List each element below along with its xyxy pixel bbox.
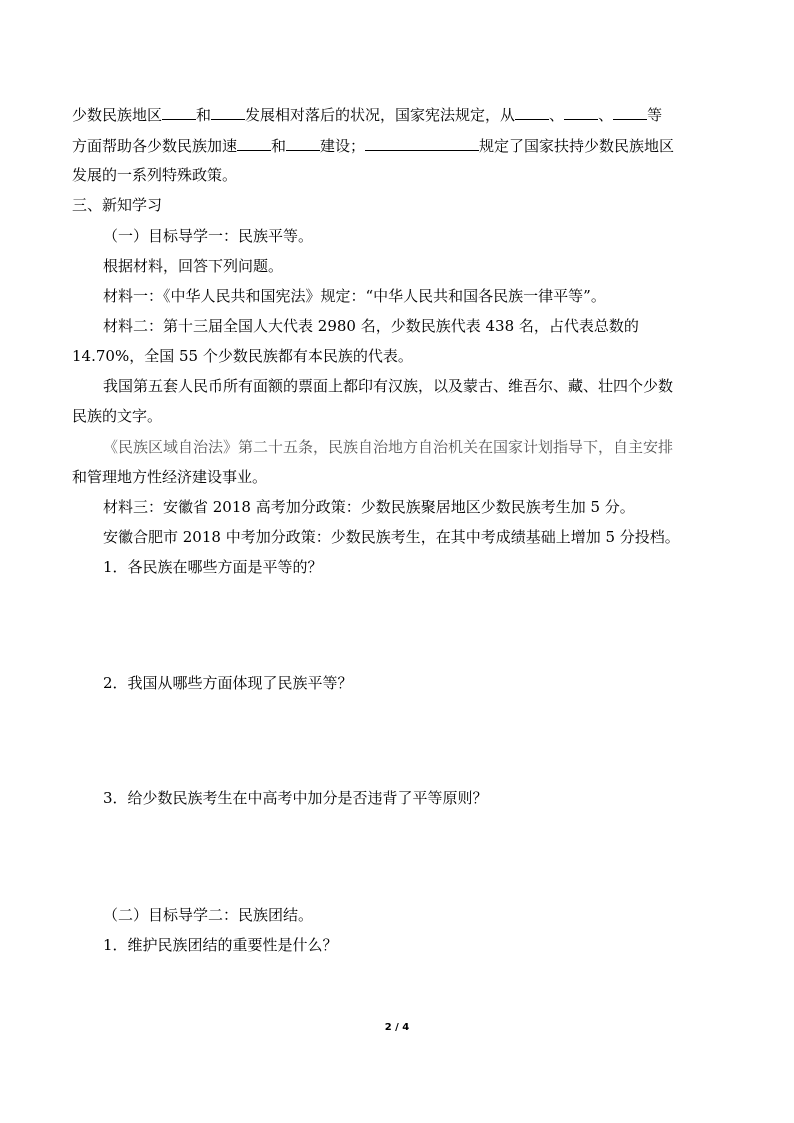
intro-text: 方面帮助各少数民族加速 xyxy=(72,137,238,155)
subsection-heading-1: （一）目标导学一：民族平等。 xyxy=(103,227,314,245)
material-2b-line-2: 民族的文字。 xyxy=(72,407,163,425)
intro-line-3: 发展的一系列特殊政策。 xyxy=(72,166,238,184)
material-1: 材料一：《中华人民共和国宪法》规定：“中华人民共和国各民族一律平等”。 xyxy=(103,287,606,305)
fill-blank xyxy=(365,135,479,151)
material-2c-line-1: 《民族区域自治法》第二十五条，民族自治地方自治机关在国家计划指导下，自主安排 xyxy=(103,438,674,456)
page-number: 2 / 4 xyxy=(384,1022,410,1033)
intro-line-2 xyxy=(72,135,674,156)
fill-blank xyxy=(613,104,647,120)
section-heading: 三、新知学习 xyxy=(72,196,163,214)
intro-text: 、 xyxy=(598,106,614,124)
intro-text: 建设； xyxy=(320,137,366,155)
fill-blank xyxy=(162,104,196,120)
intro-text: 、 xyxy=(549,106,565,124)
intro-text: 规定了国家扶持少数民族地区 xyxy=(479,137,675,155)
material-2b-line-1: 我国第五套人民币所有面额的票面上都印有汉族，以及蒙古、维吾尔、藏、壮四个少数 xyxy=(103,377,674,395)
question-4: 1．维护民族团结的重要性是什么？ xyxy=(103,936,338,954)
intro-text: 少数民族地区 xyxy=(72,106,163,124)
fill-blank xyxy=(564,104,598,120)
question-1: 1．各民族在哪些方面是平等的？ xyxy=(103,558,323,576)
intro-text: 等 xyxy=(647,106,663,124)
instruction-text: 根据材料，回答下列问题。 xyxy=(103,257,284,275)
material-3-line-2: 安徽合肥市 2018 中考加分政策：少数民族考生，在其中考成绩基础上增加 5 分投档。 xyxy=(103,528,680,546)
material-3-line-1: 材料三：安徽省 2018 高考加分政策：少数民族聚居地区少数民族考生加 5 分。 xyxy=(103,498,635,516)
fill-blank xyxy=(286,135,320,151)
intro-text: 和 xyxy=(196,106,212,124)
material-2-line-1: 材料二：第十三届全国人大代表 2980 名，少数民族代表 438 名，占代表总数的 xyxy=(103,317,639,335)
fill-blank xyxy=(237,135,271,151)
question-3: 3．给少数民族考生在中高考中加分是否违背了平等原则？ xyxy=(103,789,488,807)
question-2: 2．我国从哪些方面体现了民族平等？ xyxy=(103,674,353,692)
intro-text: 和 xyxy=(271,137,287,155)
material-2c-line-2: 和管理地方性经济建设事业。 xyxy=(72,468,268,486)
intro-text: 发展相对落后的状况，国家宪法规定，从 xyxy=(245,106,516,124)
fill-blank xyxy=(515,104,549,120)
material-2-line-2: 14.70%，全国 55 个少数民族都有本民族的代表。 xyxy=(72,347,413,365)
fill-blank xyxy=(211,104,245,120)
intro-line-1 xyxy=(72,104,662,125)
subsection-heading-2: （二）目标导学二：民族团结。 xyxy=(103,906,314,924)
